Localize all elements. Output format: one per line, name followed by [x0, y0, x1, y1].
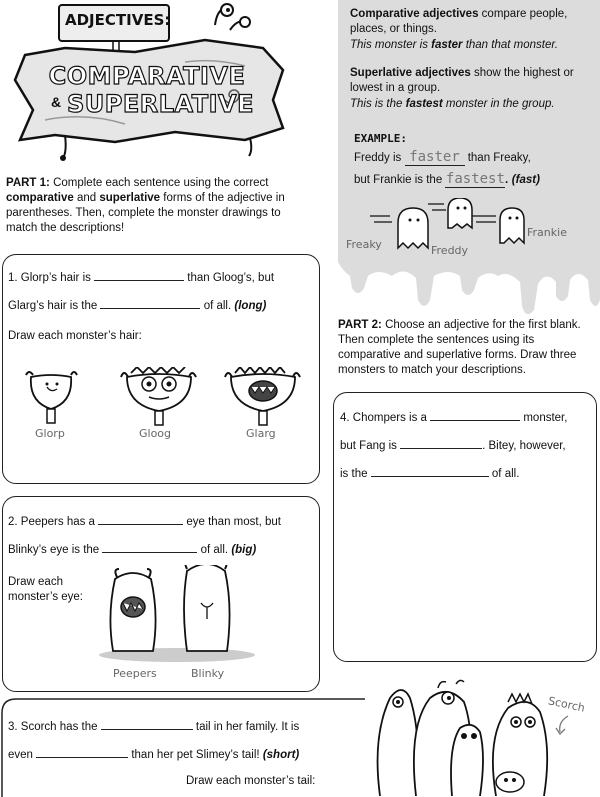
- question-4-box: [333, 392, 597, 662]
- q2-line-1: 2. Peepers has a eye than most, but: [8, 513, 281, 530]
- q4-blank-2[interactable]: [400, 437, 482, 449]
- ghost-name-freaky: Freaky: [346, 238, 382, 251]
- scorch-label: Scorch: [547, 694, 587, 715]
- q3-monster-family-drawing: [368, 676, 598, 796]
- example-label: EXAMPLE:: [354, 132, 407, 145]
- q3-blank-2[interactable]: [36, 746, 128, 758]
- part1-label: PART 1:: [6, 177, 50, 189]
- ghost-name-frankie: Frankie: [527, 226, 567, 239]
- q1-draw-prompt: Draw each monster’s hair:: [8, 330, 142, 342]
- q3-draw-prompt: Draw each monster’s tail:: [186, 775, 316, 787]
- q1-line-2: Glarg’s hair is the of all. (long): [8, 297, 266, 314]
- comparative-term: Comparative adjectives: [350, 8, 479, 20]
- monster-name-peepers: Peepers: [113, 667, 157, 680]
- q3-line-1: 3. Scorch has the tail in her family. It is: [8, 718, 299, 735]
- q4-line-1: 4. Chompers is a monster,: [340, 409, 567, 426]
- example-line-1: Freddy is faster than Freaky,: [354, 149, 531, 165]
- ghost-icon: [448, 198, 472, 228]
- glarg-monster-icon: [225, 367, 300, 425]
- ghost-icon: [500, 208, 524, 243]
- example-answer-2: fastest: [445, 171, 505, 187]
- slimey-pet-icon: [496, 772, 524, 792]
- comparative-example: This monster is faster than that monster.: [350, 39, 558, 51]
- gloog-monster-icon: [121, 367, 196, 425]
- tall-monster-icon: [378, 690, 418, 796]
- q3-line-2: even than her pet Slimey’s tail! (short): [8, 746, 299, 763]
- blinky-monster-icon: [184, 565, 230, 651]
- q1-blank-1[interactable]: [94, 269, 184, 281]
- ghost-icon: [398, 208, 428, 248]
- example-line-2: but Frankie is the fastest. (fast): [354, 171, 540, 187]
- ghost-name-freddy: Freddy: [431, 244, 469, 257]
- q2-draw-prompt-2: monster’s eye:: [8, 591, 83, 603]
- q1-line-1: 1. Glorp’s hair is than Gloog’s, but: [8, 269, 274, 286]
- glorp-monster-icon: [26, 372, 77, 423]
- q2-blank-2[interactable]: [102, 541, 197, 553]
- q4-blank-3[interactable]: [371, 465, 489, 477]
- sign-label: ADJECTIVES:: [65, 11, 171, 29]
- q1-blank-2[interactable]: [100, 297, 200, 309]
- superlative-example: This is the fastest monster in the group.: [350, 98, 555, 110]
- part2-instructions: PART 2: Choose an adjective for the first blank. Then complete the sentences using its comparative and superlative forms. Draw three monsters to match your descriptions.: [338, 319, 581, 376]
- question-1-box: [2, 254, 320, 484]
- title-line-2: SUPERLATIVE: [67, 90, 255, 118]
- comparative-definition: Comparative adjectives compare people, places, or things.: [350, 8, 568, 35]
- superlative-definition: Superlative adjectives show the highest or lowest in a group.: [350, 67, 574, 94]
- q4-line-2: but Fang is . Bitey, however,: [340, 437, 566, 454]
- part1-instructions: PART 1: Complete each sentence using the correct comparative and superlative forms of the adjective in parentheses. Then, complete the monster drawings to match the descriptions!: [6, 177, 285, 234]
- monster-name-glarg: Glarg: [246, 427, 276, 440]
- q4-line-3: is the of all.: [340, 465, 519, 482]
- q4-blank-1[interactable]: [430, 409, 520, 421]
- title-sign: [5, 0, 290, 165]
- title-ampersand: &: [51, 94, 62, 110]
- monster-name-blinky: Blinky: [191, 667, 225, 680]
- q2-draw-prompt-1: Draw each: [8, 576, 63, 588]
- q2-monster-drawings: [97, 565, 257, 665]
- q3-blank-1[interactable]: [101, 718, 193, 730]
- peepers-monster-icon: [110, 569, 155, 651]
- small-monster-icon: [451, 725, 483, 796]
- title-line-1: COMPARATIVE: [48, 62, 246, 90]
- part2-label: PART 2:: [338, 319, 382, 331]
- example-answer-1: faster: [405, 150, 465, 166]
- superlative-term: Superlative adjectives: [350, 67, 471, 79]
- q2-blank-1[interactable]: [98, 513, 183, 525]
- monster-name-gloog: Gloog: [139, 427, 172, 440]
- question-2-box: [2, 496, 320, 692]
- monster-name-glorp: Glorp: [35, 427, 65, 440]
- q2-line-2: Blinky’s eye is the of all. (big): [8, 541, 256, 558]
